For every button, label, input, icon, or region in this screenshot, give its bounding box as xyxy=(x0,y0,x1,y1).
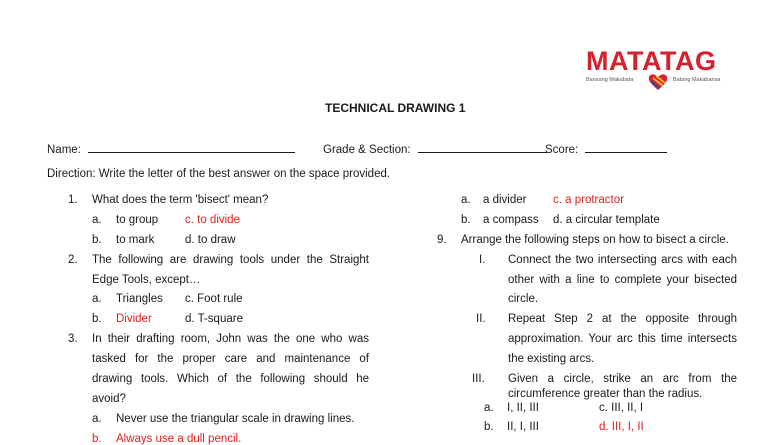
q9-step1-number: I. xyxy=(479,254,486,266)
q3-line1: In their drafting room, John was the one who was xyxy=(92,333,369,345)
q9-step1-line3: circle. xyxy=(508,293,539,305)
q1-d-option: d. to draw xyxy=(185,234,236,246)
q9-step2-line3: the existing arcs. xyxy=(508,353,595,365)
q8-b-letter: b. xyxy=(461,214,471,226)
q3-number: 3. xyxy=(68,333,78,345)
score-field[interactable] xyxy=(545,141,667,156)
q1-b-letter: b. xyxy=(92,234,102,246)
q3-a-letter: a. xyxy=(92,413,102,425)
q9-step2-number: II. xyxy=(476,313,486,325)
q9-a-letter: a. xyxy=(484,402,494,414)
q3-b-letter: b. xyxy=(92,433,102,445)
name-field[interactable] xyxy=(47,141,295,156)
logo-word: MATATAG xyxy=(586,46,717,76)
q8-a-letter: a. xyxy=(461,194,471,206)
q1-a-letter: a. xyxy=(92,214,102,226)
q1-text: What does the term 'bisect' mean? xyxy=(92,194,269,206)
q9-step3-number: III. xyxy=(472,373,485,385)
q1-b-text: to mark xyxy=(116,234,155,246)
q2-a-text: Triangles xyxy=(116,293,163,305)
logo-heart-icon xyxy=(647,72,669,92)
q9-step2-line1: Repeat Step 2 at the opposite through xyxy=(508,313,737,325)
q1-a-text: to group xyxy=(116,214,159,226)
q8-d-option: d. a circular template xyxy=(553,214,660,226)
grade-blank[interactable] xyxy=(418,141,547,153)
grade-section-field[interactable] xyxy=(323,141,547,156)
q9-step1-line1: Connect the two intersecting arcs with each xyxy=(508,254,737,266)
q2-c-option: c. Foot rule xyxy=(185,293,243,305)
q3-line3: drawing tools. Which of the following should he xyxy=(92,373,369,385)
q3-line2: tasked for the proper care and maintenance of xyxy=(92,353,369,365)
q9-step3-line2: circumference greater than the radius. xyxy=(508,388,703,400)
q9-b-letter: b. xyxy=(484,421,494,433)
q9-step2-line2: approximation. Your arc this time intersects xyxy=(508,333,737,345)
direction-text: Direction: Write the letter of the best answer on the space provided. xyxy=(47,168,391,180)
logo-tagline-right: Batang Makabansa xyxy=(673,77,721,83)
q9-c-option: c. III, II, I xyxy=(599,402,644,414)
q9-b-text: II, I, III xyxy=(507,421,539,433)
page-title: TECHNICAL DRAWING 1 xyxy=(325,101,466,115)
name-label: Name: xyxy=(47,144,81,156)
q9-number: 9. xyxy=(437,234,447,246)
logo-tagline-left: Bansang Makabata xyxy=(586,77,634,83)
q9-step3-line1: Given a circle, strike an arc from the xyxy=(508,373,737,385)
score-label: Score: xyxy=(545,144,579,156)
q2-d-option: d. T-square xyxy=(185,313,243,325)
score-blank[interactable] xyxy=(585,141,667,153)
q2-b-letter: b. xyxy=(92,313,102,325)
q3-line4: avoid? xyxy=(92,393,126,405)
q8-a-text: a divider xyxy=(483,194,527,206)
q9-step1-line2: other with a line to complete your bisected xyxy=(508,274,737,286)
q9-text: Arrange the following steps on how to bisect a circle. xyxy=(461,234,729,246)
q2-number: 2. xyxy=(68,254,78,266)
q9-d-option: d. III, I, II xyxy=(599,421,644,433)
q8-b-text: a compass xyxy=(483,214,539,226)
q1-c-option: c. to divide xyxy=(185,214,240,226)
q9-a-text: I, II, III xyxy=(507,402,539,414)
q2-a-letter: a. xyxy=(92,293,102,305)
q8-c-option: c. a protractor xyxy=(553,194,624,206)
name-blank[interactable] xyxy=(88,141,295,153)
q2-b-text: Divider xyxy=(116,313,152,325)
q2-line1: The following are drawing tools under the Straight xyxy=(92,254,369,266)
grade-label: Grade & Section: xyxy=(323,144,411,156)
q2-line2: Edge Tools, except… xyxy=(92,274,201,286)
matatag-logo xyxy=(586,48,736,94)
q3-a-text: Never use the triangular scale in drawing lines. xyxy=(116,413,355,425)
q3-b-text: Always use a dull pencil. xyxy=(116,433,242,445)
q1-number: 1. xyxy=(68,194,78,206)
